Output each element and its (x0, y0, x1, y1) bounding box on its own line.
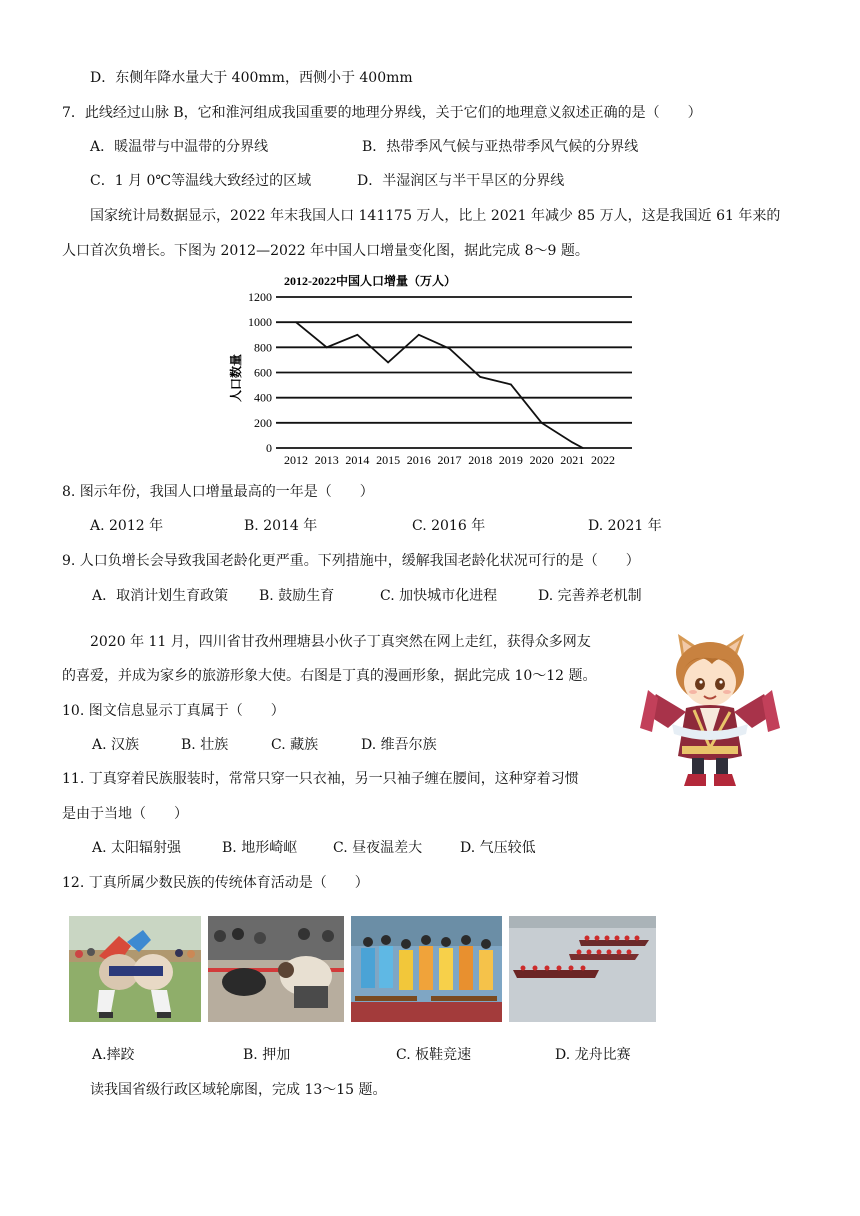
q12-stem: 12. 丁真所属少数民族的传统体育活动是（ ） (62, 875, 369, 891)
q8-option-a: A. 2012 年 (90, 518, 164, 534)
q9-option-b: B. 鼓励生育 (259, 588, 335, 604)
q8-option-c: C. 2016 年 (412, 518, 486, 534)
q6-option-d: D．东侧年降水量大于 400mm，西侧小于 400mm (90, 70, 413, 86)
chart-x-tick-label: 2018 (468, 453, 493, 467)
q8-option-d: D. 2021 年 (588, 518, 662, 534)
q12-option-c: C. 板鞋竞速 (396, 1047, 472, 1063)
q10-option-a: A. 汉族 (92, 737, 140, 753)
chart-x-tick-label: 2014 (345, 453, 370, 467)
chart-x-tick-label: 2012 (284, 453, 308, 467)
chart-y-tick-label: 1200 (248, 290, 272, 304)
q9-option-c: C. 加快城市化进程 (380, 588, 498, 604)
q7-option-c: C．1 月 0℃等温线大致经过的区域 (90, 173, 312, 189)
chart-y-axis-label: 人口数量 (229, 353, 243, 403)
chart-y-tick-label: 200 (254, 415, 272, 430)
chart-x-tick-label: 2017 (437, 453, 462, 467)
chart-series (295, 321, 584, 448)
chart-x-tick-label: 2020 (529, 453, 554, 467)
ding-zhen-cartoon-image (638, 628, 782, 788)
q7-option-a: A．暖温带与中温带的分界线 (90, 139, 269, 155)
chart-y-tick-label: 1000 (248, 315, 272, 330)
chart-data-point (326, 347, 328, 349)
q9-option-a: A．取消计划生育政策 (92, 588, 229, 604)
q11-option-a: A. 太阳辐射强 (92, 840, 182, 856)
chart-y-ticks (248, 290, 272, 455)
chart-y-tick-label: 400 (254, 390, 272, 405)
board-shoe-race-photo (351, 916, 502, 1022)
chart-data-point (387, 362, 389, 364)
chart-data-point (295, 321, 297, 323)
intro-13-15: 读我国省级行政区域轮廓图，完成 13～15 题。 (90, 1082, 387, 1098)
chart-x-ticks (284, 453, 615, 467)
wrestling-photo (69, 916, 201, 1022)
chart-x-tick-label: 2021 (560, 453, 585, 467)
intro-10-12-line2: 的喜爱，并成为家乡的旅游形象大使。右图是丁真的漫画形象，据此完成 10～12 题。 (62, 668, 597, 684)
chart-data-point (357, 334, 359, 336)
q7-stem: 7．此线经过山脉 B，它和淮河组成我国重要的地理分界线，关于它们的地理意义叙述正确的是（ ） (62, 105, 702, 121)
q9-stem: 9. 人口负增长会导致我国老龄化更严重。下列措施中，缓解我国老龄化状况可行的是（ ） (62, 553, 640, 569)
chart-data-point (418, 334, 420, 336)
chart-data-point (582, 447, 584, 449)
q12-option-a: A.摔跤 (92, 1047, 135, 1063)
q7-option-b: B．热带季风气候与亚热带季风气候的分界线 (362, 139, 639, 155)
chart-y-tick-label: 800 (254, 340, 272, 355)
q9-option-d: D. 完善养老机制 (538, 588, 642, 604)
chart-data-point (510, 384, 512, 386)
chart-x-tick-label: 2022 (591, 453, 615, 467)
chart-grid (276, 297, 632, 448)
q12-option-b: B. 押加 (243, 1047, 291, 1063)
q10-option-d: D. 维吾尔族 (361, 737, 437, 753)
chart-y-tick-label: 600 (254, 365, 272, 380)
chart-data-point (479, 376, 481, 378)
chart-data-point (541, 422, 543, 424)
q11-stem-line1: 11. 丁真穿着民族服装时，常常只穿一只衣袖，另一只袖子缠在腰间，这种穿着习惯 (62, 771, 579, 787)
chart-title: 2012-2022中国人口增量（万人） (284, 274, 456, 288)
chart-series-line (296, 322, 583, 448)
q10-option-b: B. 壮族 (181, 737, 229, 753)
chart-x-tick-label: 2019 (498, 453, 523, 467)
q11-option-d: D. 气压较低 (460, 840, 536, 856)
dragon-boat-photo (509, 916, 656, 1022)
population-increase-chart (226, 268, 646, 468)
q12-option-d: D. 龙舟比赛 (555, 1047, 631, 1063)
q10-stem: 10. 图文信息显示丁真属于（ ） (62, 703, 285, 719)
q10-option-c: C. 藏族 (271, 737, 319, 753)
chart-data-point (572, 442, 574, 444)
q7-option-d: D．半湿润区与半干旱区的分界线 (357, 173, 565, 189)
intro-10-12-line1: 2020 年 11 月，四川省甘孜州理塘县小伙子丁真突然在网上走红，获得众多网友 (90, 634, 591, 650)
intro-8-9-line1: 国家统计局数据显示，2022 年末我国人口 141175 万人，比上 2021 年减少 85 万人，这是我国近 61 年来的 (90, 208, 781, 224)
q11-option-c: C. 昼夜温差大 (333, 840, 423, 856)
q11-option-b: B. 地形崎岖 (222, 840, 298, 856)
chart-x-tick-label: 2016 (406, 453, 431, 467)
chart-x-tick-label: 2015 (376, 453, 401, 467)
q11-stem-line2: 是由于当地（ ） (62, 806, 188, 822)
q8-option-b: B. 2014 年 (244, 518, 318, 534)
q8-stem: 8. 图示年份，我国人口增量最高的一年是（ ） (62, 484, 374, 500)
chart-data-point (449, 348, 451, 350)
chart-y-tick-label: 0 (266, 441, 272, 455)
intro-8-9-line2: 人口首次负增长。下图为 2012—2022 年中国人口增量变化图，据此完成 8～9 题。 (62, 243, 589, 259)
chart-x-tick-label: 2013 (314, 453, 339, 467)
yajia-tug-photo (208, 916, 344, 1022)
